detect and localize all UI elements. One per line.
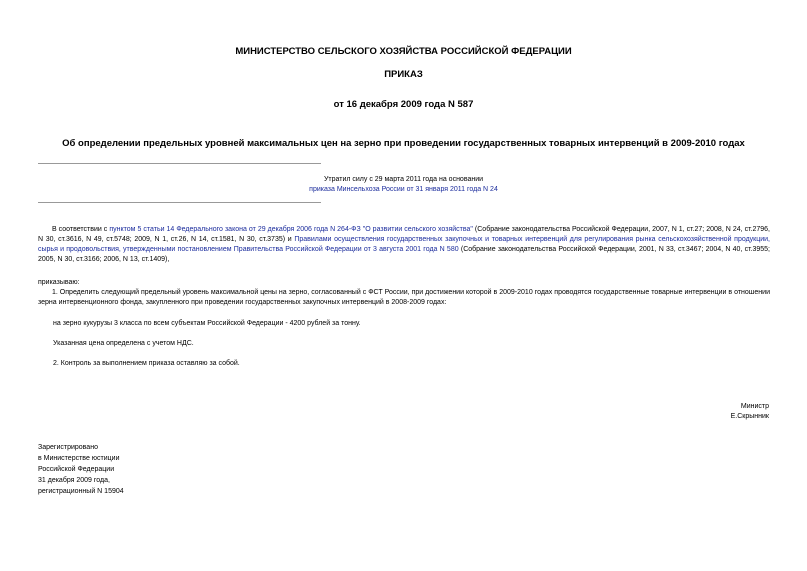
date-number-heading: от 16 декабря 2009 года N 587: [333, 99, 474, 110]
registration-line-5: регистрационный N 15904: [38, 488, 124, 495]
rules-link[interactable]: Правилами осуществления государственных закупочных и товарных интервенций для регулирования рынка сельскохозяйственной продукции, сырья и продовольствия, утвержденными постановлением Правительства Российской Федерации от 3 августа 2001 года N 580: [38, 236, 770, 253]
registration-line-2: в Министерстве юстиции: [38, 455, 120, 462]
ministry-heading: МИНИСТЕРСТВО СЕЛЬСКОГО ХОЗЯЙСТВА РОССИЙСКОЙ ФЕДЕРАЦИИ: [235, 46, 572, 57]
document-title: Об определении предельных уровней максимальных цен на зерно при проведении государственных товарных интервенций в 2009-2010 годах: [62, 138, 745, 149]
clause-1-paragraph: 1. Определить следующий предельный уровень максимальной цены на зерно, согласованный с ФСТ России, при достижении которой в 2009-2010 годах проводятся государственные товарные интервенции в отношении зерна интервенционного фонда, закупленного при проведении государственных закупочных интервенций в 2008-2009 годах:: [38, 289, 770, 306]
divider-top: [38, 163, 321, 164]
preamble-text-1: В соответствии с: [52, 226, 110, 233]
divider-bottom: [38, 202, 321, 203]
vat-note: Указанная цена определена с учетом НДС.: [53, 340, 194, 347]
registration-line-1: Зарегистрировано: [38, 444, 98, 451]
preamble-text-2: (Собрание законодательства Российской Федерации, 2007, N 1, ст.27; 2008, N 24, ст.2796, N 30, ст.3616, N 49, ст.5748; 2009, N 1, ст.26, N 14, ст.1581, N 30, ст.3735) и: [38, 226, 771, 243]
clause-2-paragraph: 2. Контроль за выполнением приказа оставляю за собой.: [53, 360, 240, 367]
federal-law-link[interactable]: пунктом 5 статьи 14 Федерального закона от 29 декабря 2006 года N 264-ФЗ "О развитии сельского хозяйства": [109, 226, 473, 233]
repeal-order-link[interactable]: приказа Минсельхоза России от 31 января 2011 года N 24: [309, 186, 498, 193]
doc-type-heading: ПРИКАЗ: [384, 69, 423, 80]
registration-line-4: 31 декабря 2009 года,: [38, 477, 110, 484]
signature-name: Е.Скрынник: [730, 413, 769, 420]
orders-label: приказываю:: [38, 279, 80, 286]
preamble-text-3: (Собрание законодательства Российской Федерации, 2001, N 33, ст.3467; 2004, N 40, ст.3955; 2005, N 30, ст.3166; 2006, N 13, ст.1409),: [38, 246, 770, 263]
corn-price-item: на зерно кукурузы 3 класса по всем субъектам Российской Федерации - 4200 рублей за тонну.: [53, 320, 361, 327]
status-note-text: Утратил силу с 29 марта 2011 года на основании: [323, 176, 484, 183]
signature-position: Министр: [740, 403, 769, 410]
registration-line-3: Российской Федерации: [38, 466, 115, 473]
preamble-paragraph: [38, 225, 770, 265]
status-note-link-row: [0, 185, 807, 195]
